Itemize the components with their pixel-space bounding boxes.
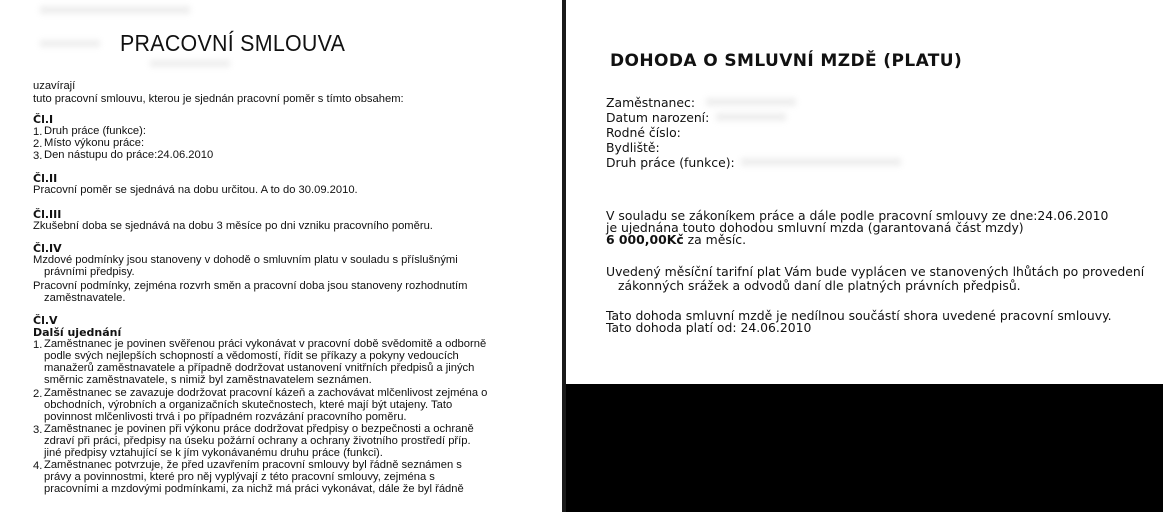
- item-number: 3.: [33, 150, 43, 162]
- agreement-title: DOHODA O SMLUVNÍ MZDĚ (PLATU): [610, 51, 963, 71]
- article-text: právními předpisy.: [44, 266, 135, 278]
- article-subheading: Další ujednání: [33, 326, 122, 339]
- article-heading: Čl.II: [33, 172, 58, 185]
- list-item: obchodních, výrobních a organizačních skutečnostech, které mají být utajeny. Tato: [44, 399, 453, 411]
- list-item: Zaměstnanec potvrzuje, že před uzavřením pracovní smlouvy byl řádně seznámen s: [44, 459, 462, 471]
- list-item: jiné předpisy vztahující se k jím vykonávanému druhu práce (funkci).: [44, 447, 383, 459]
- redacted-header: [150, 60, 230, 67]
- list-item: Zaměstnanec je povinen svěřenou práci vykonávat v pracovní době svědomitě a odborně: [44, 338, 487, 350]
- scan-black-area: [566, 384, 1163, 512]
- field-label: Datum narození:: [606, 110, 710, 125]
- contract-title: PRACOVNÍ SMLOUVA: [120, 30, 346, 56]
- paragraph-line: zákonných srážek a odvodů daní dle platných právních předpisů.: [618, 278, 1021, 293]
- intro-line: tuto pracovní smlouvu, kterou je sjednán pracovní poměr s tímto obsahem:: [33, 93, 404, 105]
- list-item: Zaměstnanec je povinen při výkonu práce dodržovat předpisy o bezpečnosti a ochraně: [44, 423, 474, 435]
- article-heading: Čl.III: [33, 208, 62, 221]
- salary-amount-line: [606, 234, 746, 246]
- validity-line: Tato dohoda platí od: 24.06.2010: [606, 320, 812, 335]
- item-number: 1.: [33, 339, 43, 351]
- list-item: směrnic zaměstnavatele, s nimiž byl zaměstnavatelem seznámen.: [44, 374, 372, 386]
- list-item: Druh práce (funkce):: [44, 125, 146, 137]
- list-item: podle svých nejlepších schopností a vědomostí, řídit se příkazy a pokyny vedoucích: [44, 350, 459, 362]
- list-item: povinnost mlčenlivosti trvá i po případném rozvázání pracovního poměru.: [44, 411, 407, 423]
- salary-amount: 6 000,00Kč: [606, 232, 684, 247]
- field-label: Druh práce (funkce):: [606, 155, 735, 170]
- salary-agreement-page: [566, 0, 1163, 384]
- article-heading: Čl.IV: [33, 242, 62, 255]
- list-item: pracovními a mzdovými podmínkami, za nichž má práci vykonávat, dále že byl řádně: [44, 483, 464, 495]
- article-text: Pracovní podmínky, zejména rozvrh směn a pracovní doba jsou stanoveny rozhodnutím: [33, 280, 468, 292]
- paragraph-line: je ujednána touto dohodou smluvní mzda (garantovaná část mzdy): [606, 220, 1024, 235]
- list-item: zdraví při práci, předpisy na úseku požární ochrany a ochrany životního prostředí příp.: [44, 435, 471, 447]
- article-text: zaměstnavatele.: [44, 292, 126, 304]
- item-number: 3.: [33, 424, 43, 436]
- item-number: 1.: [33, 126, 43, 138]
- list-item: Den nástupu do práce:24.06.2010: [44, 149, 214, 161]
- paragraph-line: V souladu se zákoníkem práce a dále podle pracovní smlouvy ze dne:24.06.2010: [606, 208, 1109, 223]
- redacted-header: [40, 6, 190, 14]
- field-label: Rodné číslo:: [606, 125, 681, 140]
- redacted-value: [716, 113, 786, 121]
- field-label: Bydliště:: [606, 140, 660, 155]
- list-item: Zaměstnanec se zavazuje dodržovat pracovní kázeň a zachovávat mlčenlivost zejména o: [44, 387, 488, 399]
- article-text: Zkušební doba se sjednává na dobu 3 měsíce po dni vzniku pracovního poměru.: [33, 220, 433, 232]
- employment-contract-page: [0, 0, 562, 512]
- redacted-value: [706, 98, 796, 106]
- list-item: Místo výkonu práce:: [44, 137, 145, 149]
- article-text: Mzdové podmínky jsou stanoveny v dohodě o smluvním platu v souladu s příslušnými: [33, 254, 458, 266]
- list-item: právy a povinnostmi, které pro něj vyplývají z této pracovní smlouvy, zejména s: [44, 471, 435, 483]
- field-label: Zaměstnanec:: [606, 95, 695, 110]
- paragraph-line: Tato dohoda smluvní mzdě je nedílnou součástí shora uvedené pracovní smlouvy.: [606, 308, 1112, 323]
- redacted-header: [40, 40, 100, 47]
- redacted-value: [741, 158, 901, 166]
- item-number: 2.: [33, 388, 43, 400]
- salary-period: za měsíc.: [683, 232, 747, 247]
- article-heading: Čl.I: [33, 113, 54, 126]
- article-text: Pracovní poměr se sjednává na dobu určitou. A to do 30.09.2010.: [33, 184, 358, 196]
- intro-line: uzavírají: [33, 80, 76, 92]
- paragraph-line: Uvedený měsíční tarifní plat Vám bude vyplácen ve stanovených lhůtách po provedení: [606, 264, 1145, 279]
- item-number: 4.: [33, 460, 43, 472]
- item-number: 2.: [33, 138, 43, 150]
- article-heading: Čl.V: [33, 314, 58, 327]
- list-item: manažerů zaměstnavatele a případně dodržovat ustanovení vnitřních předpisů a jiných: [44, 362, 475, 374]
